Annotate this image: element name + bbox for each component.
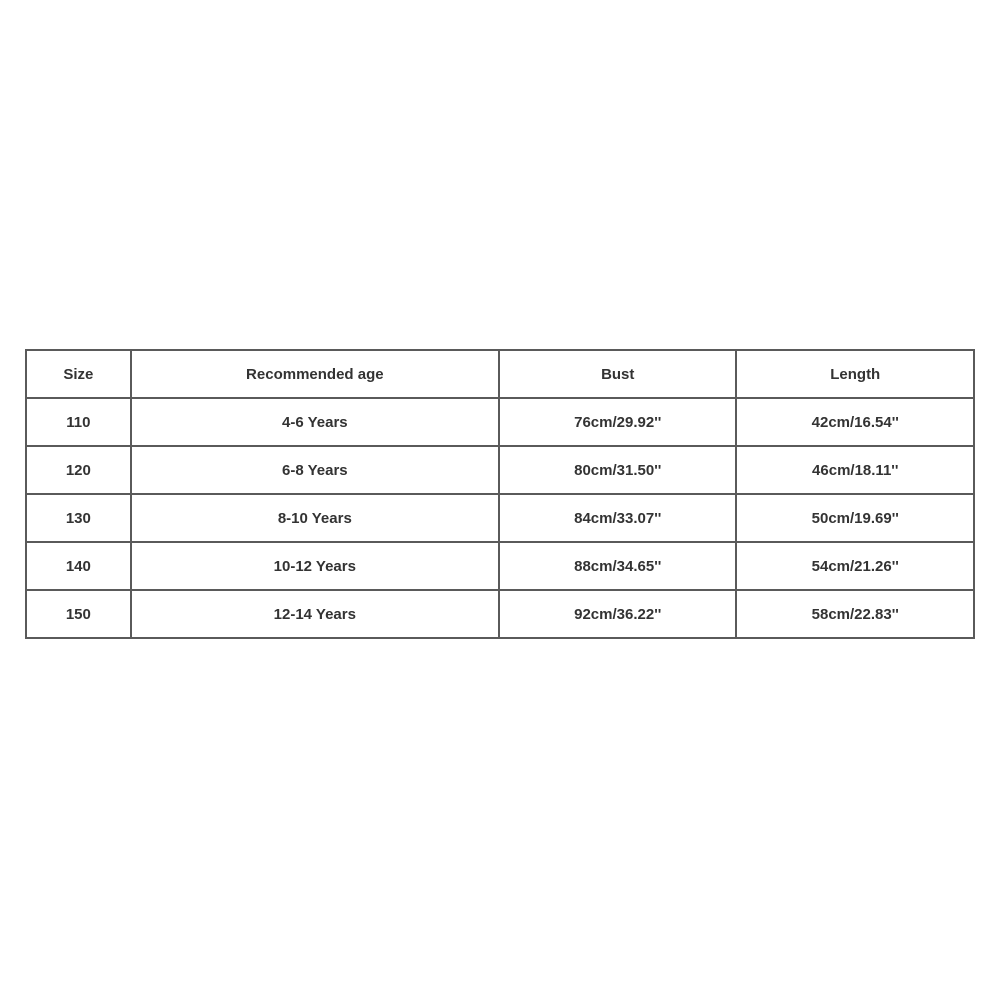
cell-recommended-age: 8-10 Years xyxy=(131,494,499,542)
cell-bust: 76cm/29.92'' xyxy=(499,398,737,446)
cell-length: 58cm/22.83'' xyxy=(736,590,974,638)
cell-bust: 84cm/33.07'' xyxy=(499,494,737,542)
header-size: Size xyxy=(26,350,131,398)
table-header xyxy=(26,350,974,398)
size-chart-table xyxy=(25,349,975,639)
table-row xyxy=(26,542,974,590)
header-bust: Bust xyxy=(499,350,737,398)
header-length: Length xyxy=(736,350,974,398)
cell-recommended-age: 6-8 Years xyxy=(131,446,499,494)
cell-length: 46cm/18.11'' xyxy=(736,446,974,494)
cell-size: 130 xyxy=(26,494,131,542)
table-body xyxy=(26,398,974,638)
table-row xyxy=(26,446,974,494)
cell-length: 54cm/21.26'' xyxy=(736,542,974,590)
header-row xyxy=(26,350,974,398)
cell-recommended-age: 10-12 Years xyxy=(131,542,499,590)
cell-bust: 80cm/31.50'' xyxy=(499,446,737,494)
cell-length: 42cm/16.54'' xyxy=(736,398,974,446)
cell-recommended-age: 12-14 Years xyxy=(131,590,499,638)
cell-bust: 92cm/36.22'' xyxy=(499,590,737,638)
cell-bust: 88cm/34.65'' xyxy=(499,542,737,590)
header-recommended-age: Recommended age xyxy=(131,350,499,398)
table-row xyxy=(26,398,974,446)
cell-size: 140 xyxy=(26,542,131,590)
cell-recommended-age: 4-6 Years xyxy=(131,398,499,446)
cell-size: 120 xyxy=(26,446,131,494)
table-row xyxy=(26,494,974,542)
cell-size: 150 xyxy=(26,590,131,638)
table-row xyxy=(26,590,974,638)
cell-size: 110 xyxy=(26,398,131,446)
cell-length: 50cm/19.69'' xyxy=(736,494,974,542)
